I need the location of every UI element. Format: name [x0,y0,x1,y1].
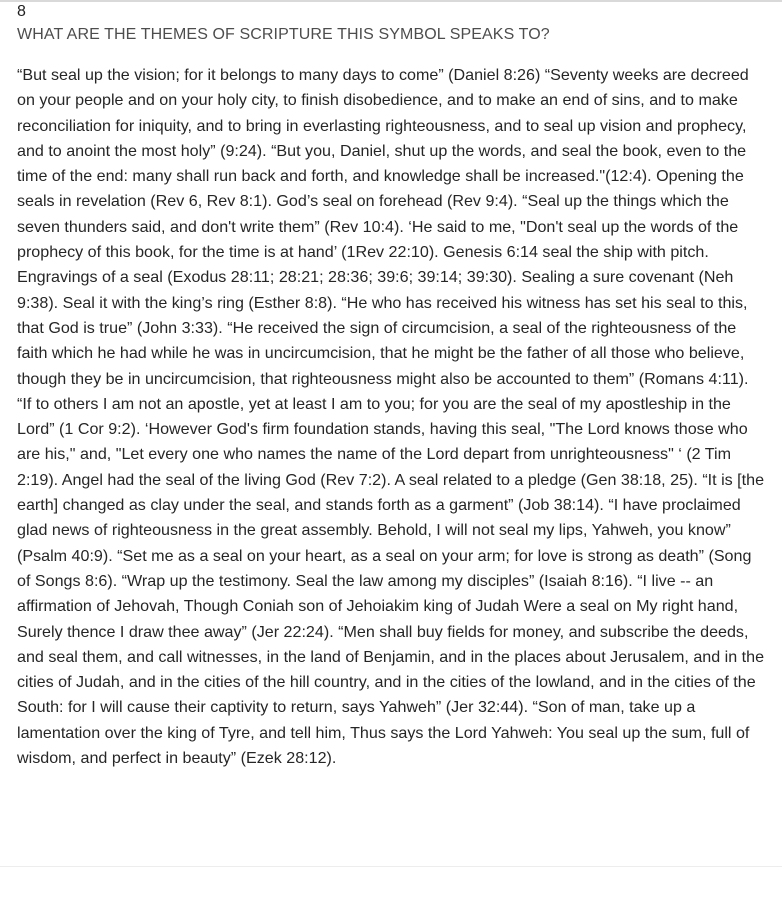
scripture-references-paragraph: “But seal up the vision; for it belongs to many days to come” (Daniel 8:26) “Seventy weeks are decreed on your people and on your holy city, to finish disobedience, and to make an end of sins, and to make reconciliation for iniquity, and to bring in everlasting righteousness, and to seal up vision and prophecy, and to anoint the most holy” (9:24). “But you, Daniel, shut up the words, and seal the book, even to the time of the end: many shall run back and forth, and knowledge shall be increased."(12:4). Opening the seals in revelation (Rev 6, Rev 8:1). God’s seal on forehead (Rev 9:4). “Seal up the things which the seven thunders said, and don't write them” (Rev 10:4). ‘He said to me, "Don't seal up the words of the prophecy of this book, for the time is at hand’ (1Rev 22:10). Genesis 6:14 seal the ship with pitch. Engravings of a seal (Exodus 28:11; 28:21; 28:36; 39:6; 39:14; 39:30). Sealing a sure covenant (Neh 9:38). Seal it with the king’s ring (Esther 8:8). “He who has received his witness has set his seal to this, that God is true” (John 3:33). “He received the sign of circumcision, a seal of the righteousness of the faith which he had while he was in uncircumcision, that he might be the father of all those who believe, though they be in uncircumcision, that righteousness might also be accounted to them” (Romans 4:11). “If to others I am not an apostle, yet at least I am to you; for you are the seal of my apostleship in the Lord” (1 Cor 9:2). ‘However God's firm foundation stands, having this seal, "The Lord knows those who are his," and, "Let every one who names the name of the Lord depart from unrighteousness" ‘ (2 Tim 2:19). Angel had the seal of the living God (Rev 7:2). A seal related to a pledge (Gen 38:18, 25). “It is [the earth] changed as clay under the seal, and stands forth as a garment” (Job 38:14). “I have proclaimed glad news of righteousness in the great assembly. Behold, I will not seal my lips, Yahweh, you know” (Psalm 40:9). “Set me as a seal on your heart, as a seal on your arm; for love is strong as death” (Song of Songs 8:6). “Wrap up the testimony. Seal the law among my disciples” (Isaiah 8:16). “I live -- an affirmation of Jehovah, Though Coniah son of Jehoiakim king of Judah Were a seal on My right hand, Surely thence I draw thee away” (Jer 22:24). “Men shall buy fields for money, and subscribe the deeds, and seal them, and call witnesses, in the land of Benjamin, and in the places about Jerusalem, and in the cities of Judah, and in the cities of the hill country, and in the cities of the lowland, and in the cities of the South: for I will cause their captivity to return, says Yahweh” (Jer 32:44). “Son of man, take up a lamentation over the king of Tyre, and tell him, Thus says the Lord Yahweh: You seal up the sum, full of wisdom, and perfect in beauty” (Ezek 28:12). [17,66,765,768]
section-question-heading: WHAT ARE THE THEMES OF SCRIPTURE THIS SYMBOL SPEAKS TO? [17,26,550,43]
bottom-divider [0,866,782,867]
top-divider [0,0,782,2]
page-number: 8 [17,3,26,20]
